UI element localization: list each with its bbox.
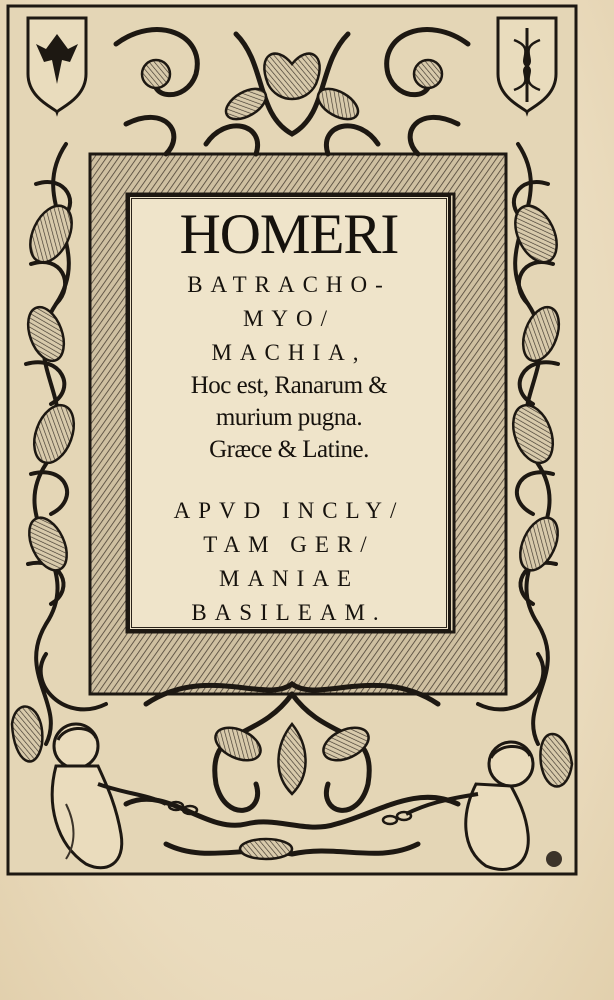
imprint-line-1: APVD INCLY/	[173, 498, 405, 523]
subtitle-line-1: Hoc est, Ranarum &	[190, 372, 388, 399]
title-line-1: BATRACHO-	[187, 272, 391, 297]
imprint-line-2: TAM GER/	[203, 532, 375, 557]
title-line-3: MACHIA,	[211, 340, 367, 365]
subtitle-line-3: Græce & Latine.	[209, 436, 369, 463]
subtitle-line-2: murium pugna.	[215, 404, 363, 431]
title-panel	[127, 194, 451, 632]
caduceus-shield-icon	[498, 18, 556, 112]
title-homeri: HOMERI	[179, 203, 399, 266]
imprint-line-3: MANIAE	[219, 566, 359, 591]
title-line-2: MYO/	[242, 306, 336, 331]
imprint-line-4: BASILEAM.	[191, 600, 387, 625]
eagle-crest-shield-icon	[28, 18, 86, 112]
